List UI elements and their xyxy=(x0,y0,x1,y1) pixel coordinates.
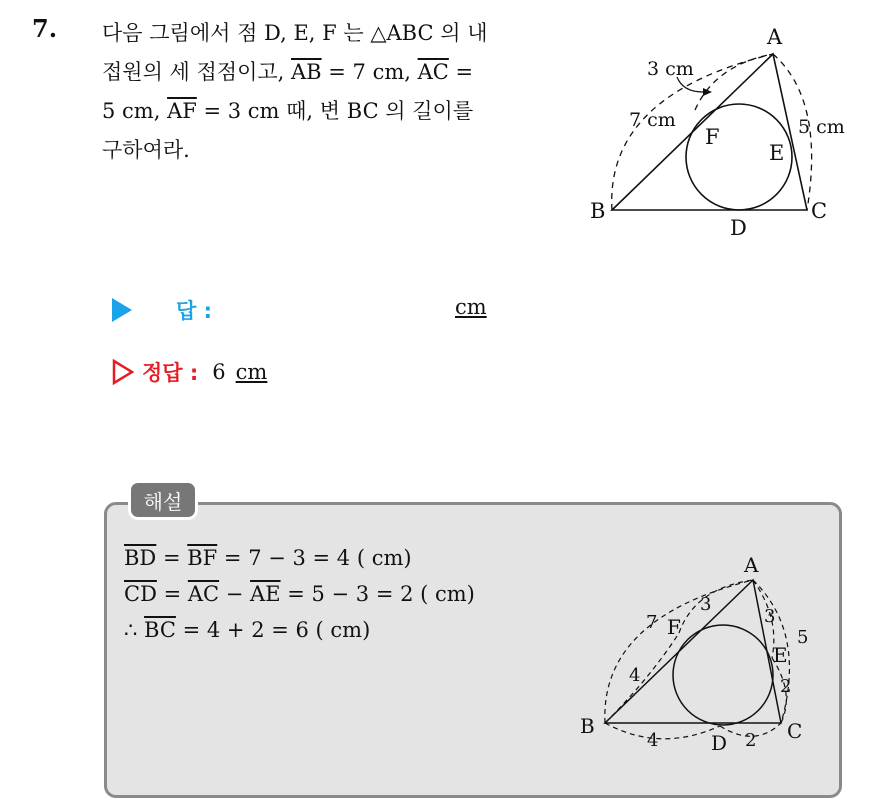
triangle-abc-2 xyxy=(605,580,781,723)
solution-line-3 xyxy=(124,612,475,648)
point-c-2: C xyxy=(787,719,803,743)
point-c: C xyxy=(811,199,828,223)
label-dc-2: 2 xyxy=(745,730,757,751)
answer-unit: cm xyxy=(455,295,487,319)
solution-line-1 xyxy=(124,540,475,576)
dashed-arc-bf xyxy=(605,633,679,723)
label-ac: 5 cm xyxy=(798,116,845,138)
solution-lines xyxy=(124,540,475,648)
segment-bc: $\overline{BC}$ xyxy=(144,618,176,642)
sol-text-seg: = 7 − 3 = 4 ( cm) xyxy=(217,546,412,570)
correct-answer-label: 정답 : xyxy=(142,361,199,385)
incircle-2 xyxy=(673,625,773,725)
label-ab: 7 cm xyxy=(629,109,676,131)
point-f: F xyxy=(705,125,720,149)
solution-line-2 xyxy=(124,576,475,612)
point-e-2: E xyxy=(773,643,788,667)
label-ae-2: 3 xyxy=(764,606,776,627)
point-a-2: A xyxy=(744,553,759,577)
q-text-seg: = 7 cm, xyxy=(321,60,418,84)
label-bf-2: 4 xyxy=(629,665,641,686)
answer-row xyxy=(112,292,212,328)
q-text-seg: = 3 cm 때, 변 BC 의 길이를 xyxy=(196,99,474,123)
sol-text-seg: = xyxy=(156,582,188,606)
question-line-2 xyxy=(102,53,572,92)
answer-label: 답 : xyxy=(176,299,212,323)
question-line-1: 다음 그림에서 점 D, E, F 는 △ABC 의 내 xyxy=(102,21,488,45)
point-b-2: B xyxy=(580,714,595,738)
segment-cd: $\overline{CD}$ xyxy=(124,582,157,606)
segment-af: $\overline{AF}$ xyxy=(167,99,197,123)
point-a: A xyxy=(767,25,783,49)
point-b: B xyxy=(590,199,606,223)
label-af: 3 cm xyxy=(647,58,694,80)
question-line-4: 구하여라. xyxy=(102,138,190,162)
label-bd-2: 4 xyxy=(647,730,659,751)
q-text-seg: 5 cm, xyxy=(102,99,168,123)
play-icon xyxy=(112,298,132,322)
solution-tag: 해설 xyxy=(128,480,198,520)
label-ec-2: 2 xyxy=(780,676,792,697)
point-d-2: D xyxy=(711,731,728,753)
sol-text-seg: = 5 − 3 = 2 ( cm) xyxy=(280,582,475,606)
question-text xyxy=(102,14,572,170)
point-d: D xyxy=(730,216,747,240)
question-line-3 xyxy=(102,92,572,131)
point-e: E xyxy=(769,141,785,165)
segment-ae: $\overline{AE}$ xyxy=(250,582,281,606)
segment-bd: $\overline{BD}$ xyxy=(124,546,157,570)
therefore-symbol: ∴ xyxy=(124,618,145,642)
point-f-2: F xyxy=(667,615,681,639)
segment-ac: $\overline{AC}$ xyxy=(187,582,220,606)
correct-answer-value: 6 xyxy=(212,360,226,384)
sol-text-seg: = xyxy=(156,546,188,570)
correct-answer-unit: cm xyxy=(235,360,268,384)
label-ac-2: 5 xyxy=(797,627,809,648)
triangle-figure xyxy=(585,20,855,245)
correct-answer-row xyxy=(112,354,267,390)
label-ab-2: 7 xyxy=(646,612,658,633)
question-number: 7. xyxy=(32,14,58,43)
sol-text-seg: = 4 + 2 = 6 ( cm) xyxy=(175,618,371,642)
dashed-arc-bd xyxy=(605,723,720,739)
dashed-arc-af xyxy=(695,54,773,110)
segment-ab: $\overline{AB}$ xyxy=(291,60,322,84)
q-text-seg: 접원의 세 접점이고, xyxy=(102,60,291,84)
solution-figure xyxy=(575,548,825,753)
segment-ac: $\overline{AC}$ xyxy=(417,60,449,84)
segment-bf: $\overline{BF}$ xyxy=(187,546,218,570)
q-text-seg: = xyxy=(448,60,474,84)
label-af-2: 3 xyxy=(700,594,712,615)
play-outline-icon xyxy=(112,359,134,385)
sol-text-seg: − xyxy=(219,582,251,606)
